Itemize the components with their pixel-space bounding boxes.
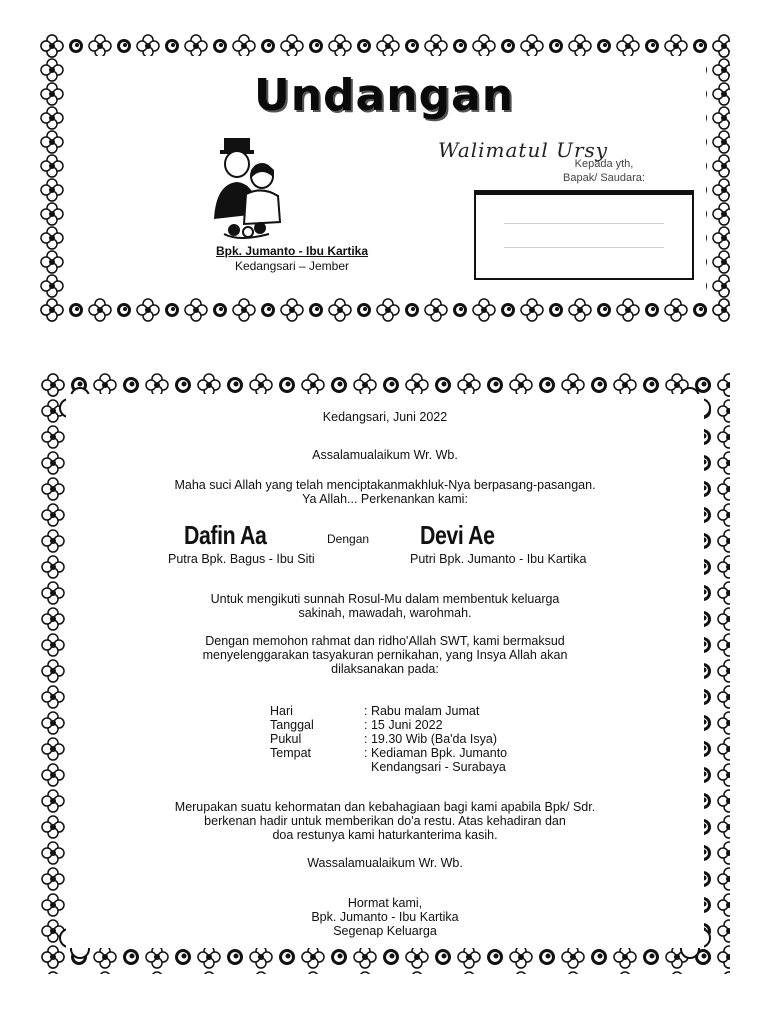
groom-name: Dafin Aa bbox=[184, 520, 267, 550]
host-name: Bpk. Jumanto - Ibu Kartika bbox=[215, 244, 369, 258]
host-place: Kedangsari – Jember bbox=[234, 259, 350, 273]
envelope-inner bbox=[64, 56, 706, 298]
request-line-1: Dengan memohon rahmat dan ridho'Allah SWT, kami bermaksud bbox=[205, 634, 565, 648]
closing-line-1: Merupakan suatu kehormatan dan kebahagiaan bagi kami apabila Bpk/ Sdr. bbox=[174, 800, 596, 814]
detail-value-place-line-2: Kendangsari - Surabaya bbox=[371, 760, 506, 774]
groom-parents: Putra Bpk. Bagus - Ibu Siti bbox=[168, 552, 315, 566]
closing-line-3: doa restunya kami haturkanterima kasih. bbox=[272, 828, 498, 842]
address-line bbox=[504, 223, 664, 224]
detail-value-place: : Kediaman Bpk. Jumanto bbox=[364, 746, 508, 760]
detail-label-time: Pukul bbox=[270, 732, 302, 746]
closing-line-2: berkenan hadir untuk memberikan do'a restu. Atas kehadiran dan bbox=[204, 814, 566, 828]
intro-line-1: Maha suci Allah yang telah menciptakanmakhluk-Nya berpasang-pasangan. bbox=[174, 478, 596, 492]
detail-value-time: : 19.30 Wib (Ba'da Isya) bbox=[364, 732, 498, 746]
signature-line-1: Hormat kami, bbox=[347, 896, 423, 910]
place-date: Kedangsari, Juni 2022 bbox=[322, 410, 448, 424]
request-line-2: menyelenggarakan tasyakuran pernikahan, yang Insya Allah akan bbox=[202, 648, 568, 662]
purpose-line-2: sakinah, mawadah, warohmah. bbox=[298, 606, 472, 620]
couple-illustration-icon bbox=[194, 134, 304, 244]
recipient-label bbox=[534, 157, 674, 185]
recipient-label-line-2: Bapak/ Saudara: bbox=[563, 172, 645, 184]
detail-label-place: Tempat bbox=[270, 746, 311, 760]
detail-label-day: Hari bbox=[270, 704, 293, 718]
address-box bbox=[474, 190, 694, 280]
invitation-subtitle: Walimatul Ursy bbox=[438, 138, 609, 162]
address-line bbox=[504, 247, 664, 248]
request-line-3: dilaksanakan pada: bbox=[331, 662, 439, 676]
intro-line-2: Ya Allah... Perkenankan kami: bbox=[302, 492, 468, 506]
couple-names bbox=[40, 520, 730, 560]
invitation-letter-card bbox=[40, 372, 730, 974]
detail-label-date: Tanggal bbox=[270, 718, 314, 732]
dengan-label: Dengan bbox=[327, 532, 370, 546]
bride-parents: Putri Bpk. Jumanto - Ibu Kartika bbox=[410, 552, 587, 566]
bride-name: Devi Ae bbox=[420, 520, 495, 550]
greeting: Assalamualaikum Wr. Wb. bbox=[312, 448, 458, 462]
detail-value-day: : Rabu malam Jumat bbox=[364, 704, 480, 718]
signature-line-3: Segenap Keluarga bbox=[333, 924, 437, 938]
detail-value-date: : 15 Juni 2022 bbox=[364, 718, 443, 732]
invitation-title: Undangan bbox=[254, 70, 515, 121]
signature-line-2: Bpk. Jumanto - Ibu Kartika bbox=[311, 910, 459, 924]
recipient-label-line-1: Kepada yth, bbox=[574, 158, 634, 170]
purpose-line-1: Untuk mengikuti sunnah Rosul-Mu dalam membentuk keluarga bbox=[210, 592, 560, 606]
farewell: Wassalamualaikum Wr. Wb. bbox=[307, 856, 463, 870]
envelope-card bbox=[40, 34, 730, 322]
